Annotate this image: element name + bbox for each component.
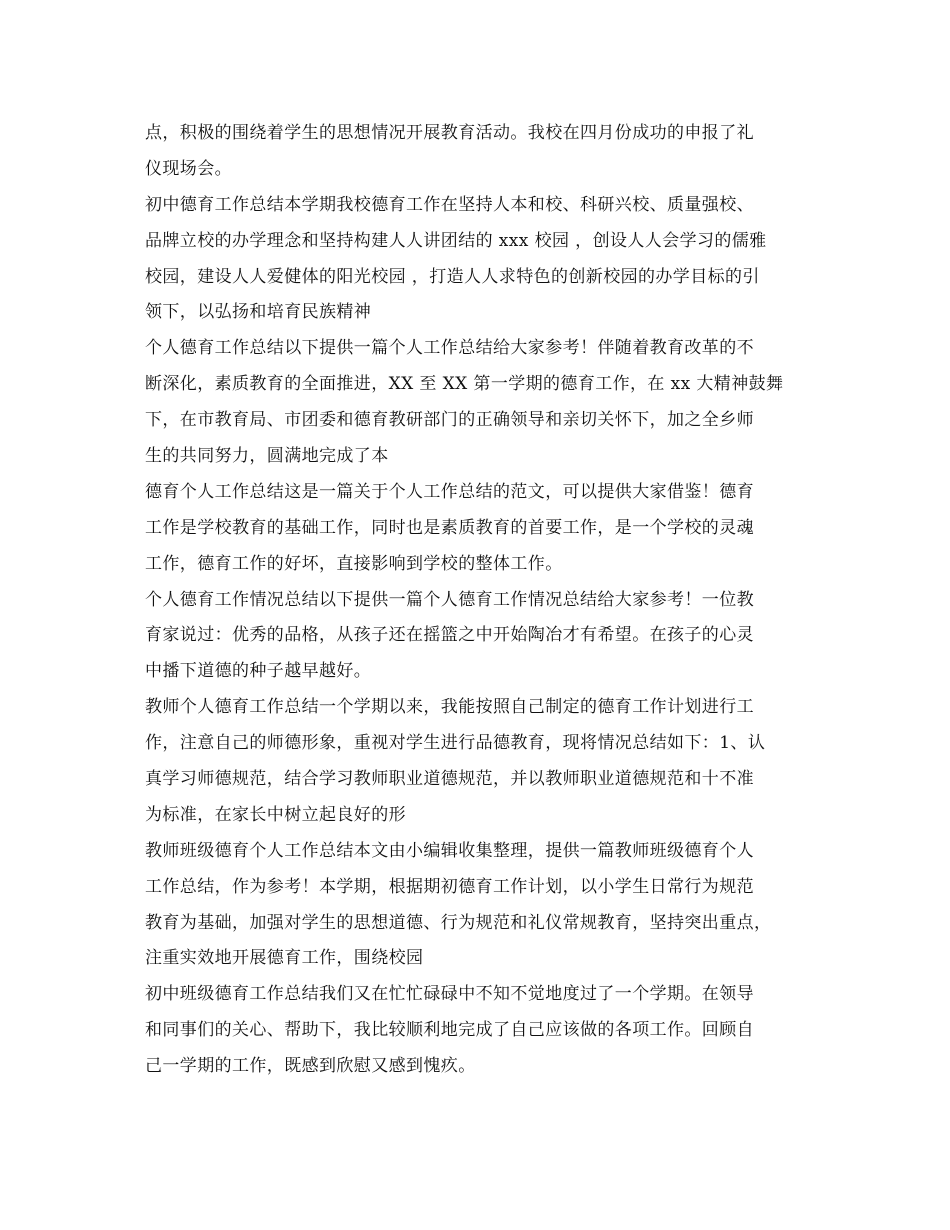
text-line: 个人德育工作总结以下提供一篇个人工作总结给大家参考！伴随着教育改革的不 xyxy=(145,338,754,359)
text-line: 校园，建设人人爱健体的阳光校园 ，打造人人求特色的创新校园的办学目标的引 xyxy=(145,266,760,287)
text-line: 下，在市教育局、市团委和德育教研部门的正确领导和亲切关怀下，加之全乡师 xyxy=(145,410,754,431)
text-line: 注重实效地开展德育工作，围绕校园 xyxy=(145,948,424,969)
text-line: 教育为基础，加强对学生的思想道德、行为规范和礼仪常规教育，坚持突出重点， xyxy=(145,912,772,933)
text-line: 仪现场会。 xyxy=(145,158,232,179)
text-line: 品牌立校的办学理念和坚持构建人人讲团结的 xxx 校园 ，创设人人会学习的儒雅 xyxy=(145,230,767,251)
text-line: 德育个人工作总结这是一篇关于个人工作总结的范文，可以提供大家借鉴！德育 xyxy=(145,481,754,502)
text-line: 和同事们的关心、帮助下，我比较顺利地完成了自己应该做的各项工作。回顾自 xyxy=(145,1020,754,1041)
text-line: 生的共同努力，圆满地完成了本 xyxy=(145,446,389,467)
text-line: 初中班级德育工作总结我们又在忙忙碌碌中不知不觉地度过了一个学期。在领导 xyxy=(145,984,754,1005)
text-line: 工作，德育工作的好坏，直接影响到学校的整体工作。 xyxy=(145,553,563,574)
text-line: 教师班级德育个人工作总结本文由小编辑收集整理，提供一篇教师班级德育个人 xyxy=(145,840,754,861)
text-line: 领下，以弘扬和培育民族精神 xyxy=(145,302,372,323)
text-line: 中播下道德的种子越早越好。 xyxy=(145,661,372,682)
text-line: 个人德育工作情况总结以下提供一篇个人德育工作情况总结给大家参考！一位教 xyxy=(145,589,754,610)
text-line: 作，注意自己的师德形象，重视对学生进行品德教育，现将情况总结如下：1、认 xyxy=(145,733,766,754)
text-line: 初中德育工作总结本学期我校德育工作在坚持人本和校、科研兴校、质量强校、 xyxy=(145,194,754,215)
text-line: 工作总结，作为参考！本学期，根据期初德育工作计划，以小学生日常行为规范 xyxy=(145,876,754,897)
text-line: 真学习师德规范，结合学习教师职业道德规范，并以教师职业道德规范和十不准 xyxy=(145,769,754,790)
document-body xyxy=(145,116,810,1085)
text-line: 点，积极的围绕着学生的思想情况开展教育活动。我校在四月份成功的申报了礼 xyxy=(145,123,754,143)
text-line: 育家说过：优秀的品格，从孩子还在摇篮之中开始陶冶才有希望。在孩子的心灵 xyxy=(145,625,754,646)
text-line: 为标准，在家长中树立起良好的形 xyxy=(145,804,406,825)
text-line: 教师个人德育工作总结一个学期以来，我能按照自己制定的德育工作计划进行工 xyxy=(145,697,754,718)
text-line: 工作是学校教育的基础工作，同时也是素质教育的首要工作，是一个学校的灵魂 xyxy=(145,517,754,538)
text-line: 断深化，素质教育的全面推进，XX 至 XX 第一学期的德育工作，在 xx 大精神鼓舞 xyxy=(145,374,784,395)
text-line: 己一学期的工作，既感到欣慰又感到愧疚。 xyxy=(145,1056,476,1077)
